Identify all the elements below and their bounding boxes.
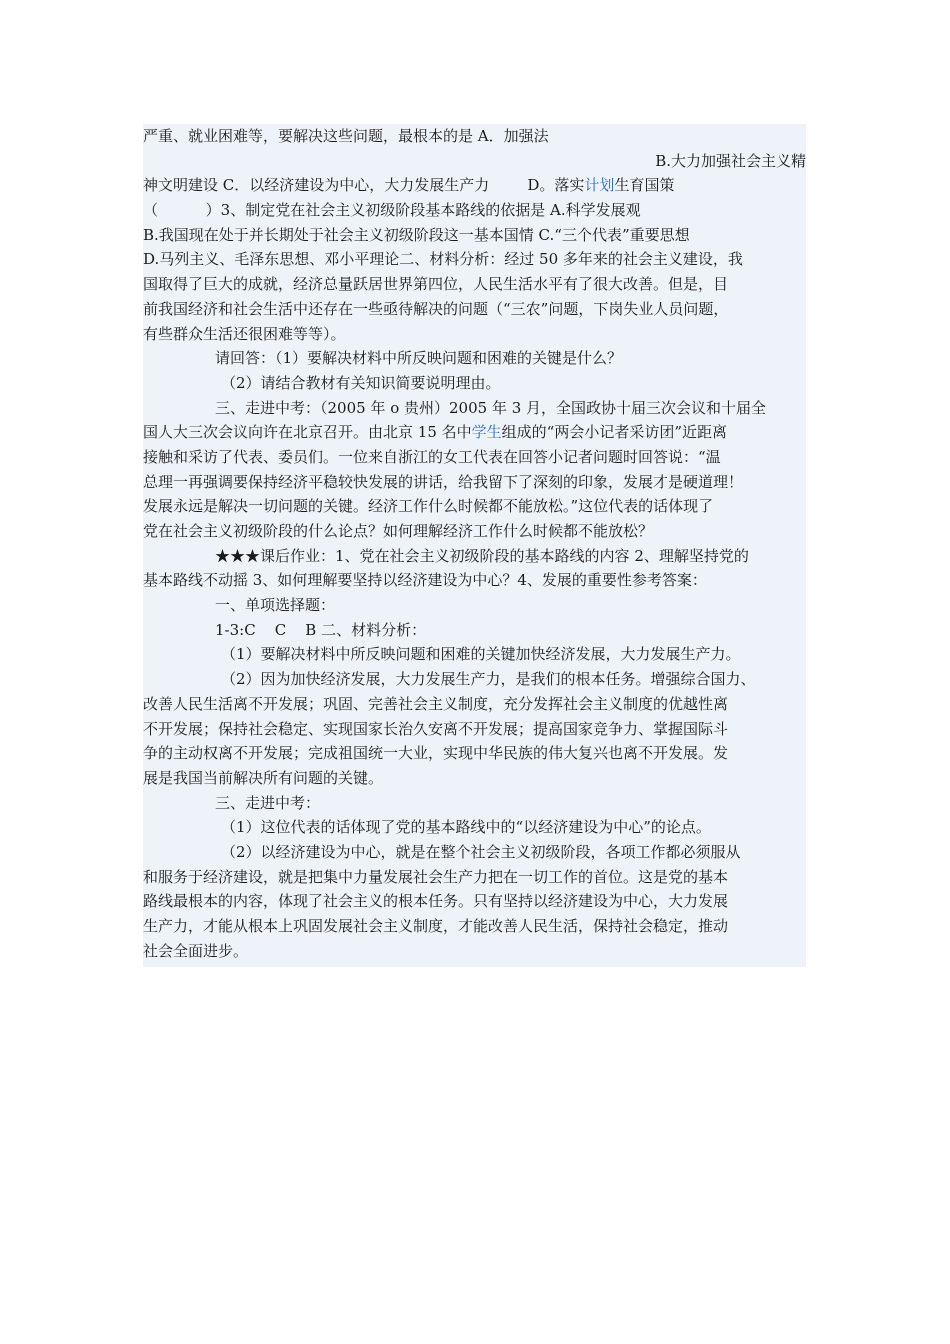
text-line: 争的主动权离不开发展；完成祖国统一大业，实现中华民族的伟大复兴也离不开发展。发 — [143, 744, 729, 763]
answer-line: 1-3:C C B 二、材料分析： — [215, 620, 427, 639]
text-fragment: B.大力加强社会主义精 — [655, 151, 806, 170]
text-line: （ ）3、制定党在社会主义初级阶段基本路线的依据是 A.科学发展观 — [143, 201, 641, 220]
text-line: 接触和采访了代表、委员们。一位来自浙江的女工代表在回答小记者问题时回答说：“温 — [143, 447, 721, 466]
text-fragment: 组成的“两会小记者采访团”近距离 — [501, 423, 727, 442]
text-line: 展是我国当前解决所有问题的关键。 — [143, 768, 384, 787]
text-line: B.我国现在处于并长期处于社会主义初级阶段这一基本国情 C.“三个代表”重要思想 — [143, 225, 690, 244]
text-line: D.马列主义、毛泽东思想、邓小平理论二、材料分析：经过 50 多年来的社会主义建设，我 — [143, 250, 743, 269]
text-line: 有些群众生活还很困难等等）。 — [143, 324, 346, 343]
homework-line — [143, 544, 806, 569]
text-line: 路线最根本的内容，体现了社会主义的根本任务。只有坚持以经济建设为中心，大力发展 — [143, 892, 729, 911]
text-line — [143, 149, 806, 174]
question-prompt: 请回答：（1）要解决材料中所反映问题和困难的关键是什么？ — [215, 349, 623, 368]
text-line: 生产力，才能从根本上巩固发展社会主义制度，才能改善人民生活，保持社会稳定，推动 — [143, 917, 729, 935]
text-fragment: 生育国策 — [614, 176, 675, 195]
text-line — [143, 420, 806, 445]
text-line: 发展永远是解决一切问题的关键。经济工作什么时候都不能放松。”这位代表的话体现了 — [143, 497, 714, 516]
plan-link[interactable]: 计划 — [584, 176, 615, 195]
question-item: （2）请结合教材有关知识简要说明理由。 — [221, 373, 501, 392]
text-line: 前我国经济和社会生活中还存在一些亟待解决的问题（“三农”问题，下岗失业人员问题， — [143, 299, 729, 318]
text-line — [143, 173, 806, 198]
text-fragment: 国人大三次会议向许在北京召开。由北京 15 名中 — [143, 423, 472, 442]
answer-item: （1）要解决材料中所反映问题和困难的关键加快经济发展，大力发展生产力。 — [221, 645, 741, 664]
answer-item: （2）以经济建设为中心，就是在整个社会主义初级阶段，各项工作都必须服从 — [221, 842, 741, 861]
section-heading: 一、单项选择题： — [215, 596, 336, 615]
text-fragment: 神文明建设 C．以经济建设为中心，大力发展生产力 D。落实 — [143, 176, 585, 195]
text-line: 社会全面进步。 — [143, 941, 249, 960]
student-link[interactable]: 学生 — [471, 423, 502, 442]
text-line: 改善人民生活离不开发展；巩固、完善社会主义制度，充分发挥社会主义制度的优越性离 — [143, 694, 729, 713]
text-line: 党在社会主义初级阶段的什么论点？如何理解经济工作什么时候都不能放松？ — [143, 522, 654, 540]
answer-item: （1）这位代表的话体现了党的基本路线中的“以经济建设为中心”的论点。 — [221, 818, 711, 837]
answer-item: （2）因为加快经济发展，大力发展生产力，是我们的根本任务。增强综合国力、 — [221, 670, 756, 689]
text-line: 总理一再强调要保持经济平稳较快发展的讲话，给我留下了深刻的印象，发展才是硬道理！ — [143, 472, 744, 491]
text-line: 严重、就业困难等，要解决这些问题，最根本的是 A．加强法 — [143, 127, 549, 145]
star-icons: ★★★ — [215, 546, 261, 565]
text-line: 国取得了巨大的成就，经济总量跃居世界第四位，人民生活水平有了很大改善。但是，目 — [143, 275, 729, 294]
text-line: 基本路线不动摇 3、如何理解要坚持以经济建设为中心？4、发展的重要性参考答案： — [143, 571, 707, 590]
text-fragment: 课后作业：1、党在社会主义初级阶段的基本路线的内容 2、理解坚持党的 — [260, 546, 749, 565]
section-heading: 三、走进中考： — [215, 793, 321, 812]
text-line: 不开发展；保持社会稳定、实现国家长治久安离不开发展；提高国家竞争力、掌握国际斗 — [143, 719, 729, 738]
document-text-block — [143, 124, 806, 967]
text-line: 和服务于经济建设，就是把集中力量发展社会生产力把在一切工作的首位。这是党的基本 — [143, 867, 729, 886]
section-heading-line: 三、走进中考：（2005 年 o 贵州）2005 年 3 月，全国政协十届三次会议和十届全 — [215, 398, 767, 417]
